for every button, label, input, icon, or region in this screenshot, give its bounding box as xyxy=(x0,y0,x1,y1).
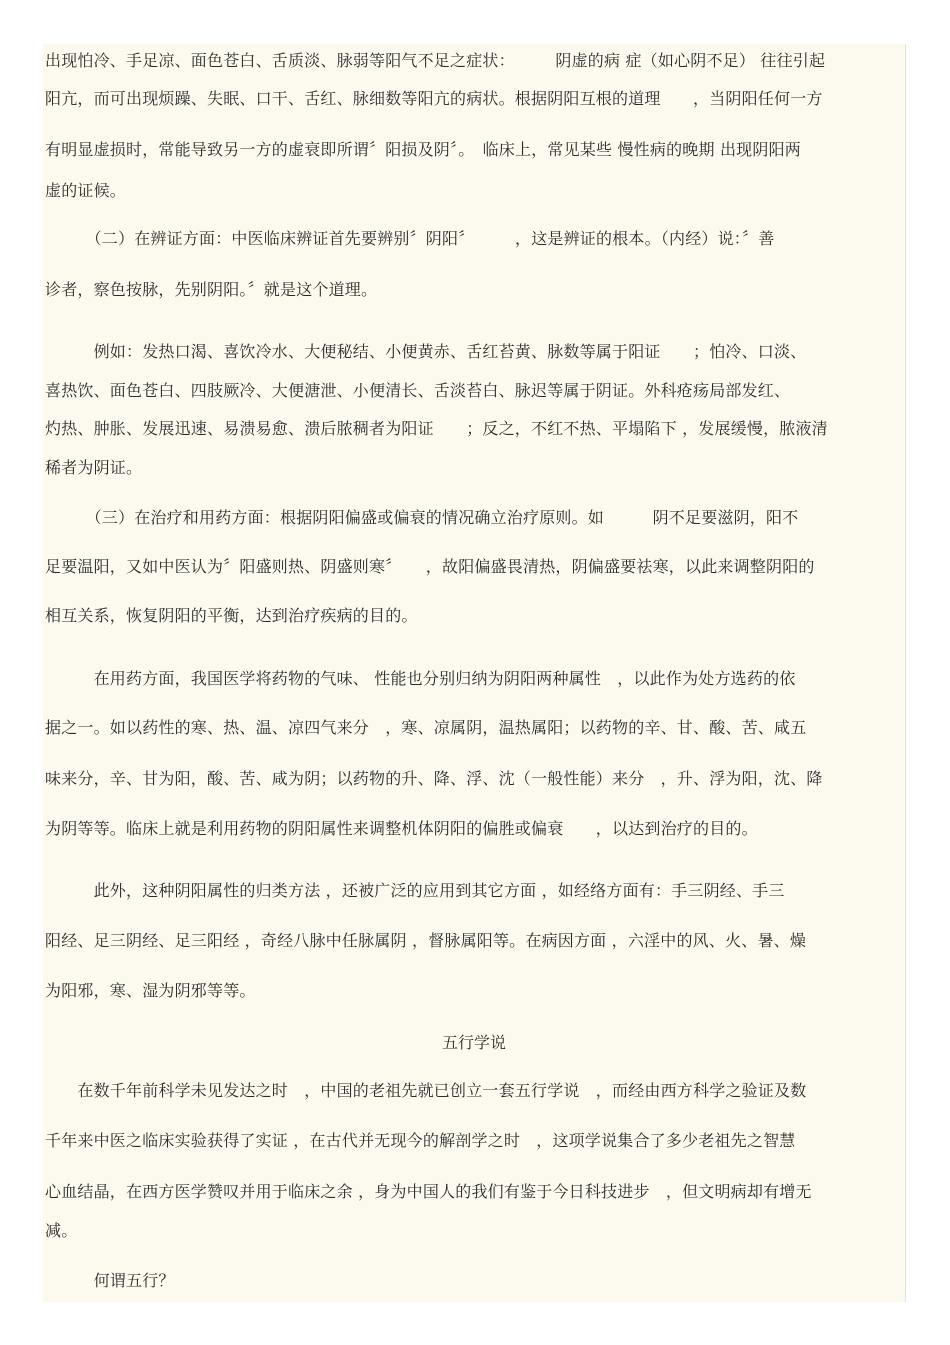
text-line: 出现怕冷、手足凉、面色苍白、舌质淡、脉弱等阳气不足之症状： 阴虚的病 症（如心阴不足） 往往引起 xyxy=(45,51,826,70)
text-line: 减。 xyxy=(45,1221,78,1240)
text-line: 在用药方面，我国医学将药物的气味、 性能也分别归纳为阴阳两种属性 ，以此作为处方选药的依 xyxy=(45,669,796,688)
text-line: 心血结晶，在西方医学赞叹并用于临床之余 ，身为中国人的我们有鉴于今日科技进步 ，但文明病却有增无 xyxy=(45,1182,812,1201)
text-line: 有明显虚损时，常能导致另一方的虚衰即所谓〞阳损及阴〞。 临床上，常见某些 慢性病的晚期 出现阴阳两 xyxy=(45,140,801,159)
section-heading: 五行学说 xyxy=(441,1033,506,1052)
text-line: 此外，这种阴阳属性的归类方法 ，还被广泛的应用到其它方面 ，如经络方面有：手三阴经、手三 xyxy=(45,881,785,900)
text-line: 为阳邪，寒、湿为阴邪等等。 xyxy=(45,981,256,1000)
text-line: 相互关系，恢复阴阳的平衡，达到治疗疾病的目的。 xyxy=(45,606,418,625)
text-line: 喜热饮、面色苍白、四肢厥冷、大便溏泄、小便清长、舌淡苔白、脉迟等属于阴证。外科疮疡局部发红、 xyxy=(45,381,791,400)
text-line: 足要温阳，又如中医认为〞阳盛则热、阴盛则寒〞 ，故阳偏盛畏清热，阴偏盛要祛寒，以此来调整阴阳的 xyxy=(45,557,815,576)
text-line: （三）在治疗和用药方面：根据阴阳偏盛或偏衰的情况确立治疗原则。如 阴不足要滋阴，阳不 xyxy=(45,508,799,527)
text-line: 千年来中医之临床实验获得了实证 ，在古代并无现今的解剖学之时 ，这项学说集合了多少老祖先之智慧 xyxy=(45,1131,796,1150)
text-line: 稀者为阴证。 xyxy=(45,458,143,477)
text-line: 阳亢，而可出现烦躁、失眠、口干、舌红、脉细数等阳亢的病状。根据阴阳互根的道理 ，当阴阳任何一方 xyxy=(45,89,823,108)
text-line: 据之一。如以药性的寒、热、温、凉四气来分 ，寒、凉属阴，温热属阳；以药物的辛、甘、酸、苦、咸五 xyxy=(45,718,807,737)
text-line: （二）在辨证方面：中医临床辨证首先要辨别〞阴阳〞 ，这是辨证的根本。（内经）说：〞善 xyxy=(45,229,775,248)
text-line: 阳经、足三阴经、足三阳经 ，奇经八脉中任脉属阴 ，督脉属阳等。在病因方面 ，六淫中的风、火、暑、燥 xyxy=(45,931,807,950)
text-line: 诊者，察色按脉，先别阴阳。〞就是这个道理。 xyxy=(45,280,378,299)
text-line: 味来分，辛、甘为阳，酸、苦、咸为阴；以药物的升、降、浮、沈（一般性能）来分 ，升、浮为阳，沈、降 xyxy=(45,769,823,788)
text-line: 在数千年前科学未见发达之时 ，中国的老祖先就已创立一套五行学说 ，而经由西方科学之验证及数 xyxy=(45,1081,807,1100)
text-line: 例如：发热口渴、喜饮冷水、大便秘结、小便黄赤、舌红苔黄、脉数等属于阳证 ；怕冷、口淡、 xyxy=(45,342,807,361)
text-line: 灼热、肿胀、发展迅速、易溃易愈、溃后脓稠者为阳证 ；反之，不红不热、平塌陷下 ，发展缓慢，脓液清 xyxy=(45,419,828,438)
text-line: 虚的证候。 xyxy=(45,181,127,200)
text-line: 何谓五行？ xyxy=(45,1271,175,1290)
text-line: 为阴等等。临床上就是利用药物的阴阳属性来调整机体阴阳的偏胜或偏衰 ，以达到治疗的目的。 xyxy=(45,819,758,838)
